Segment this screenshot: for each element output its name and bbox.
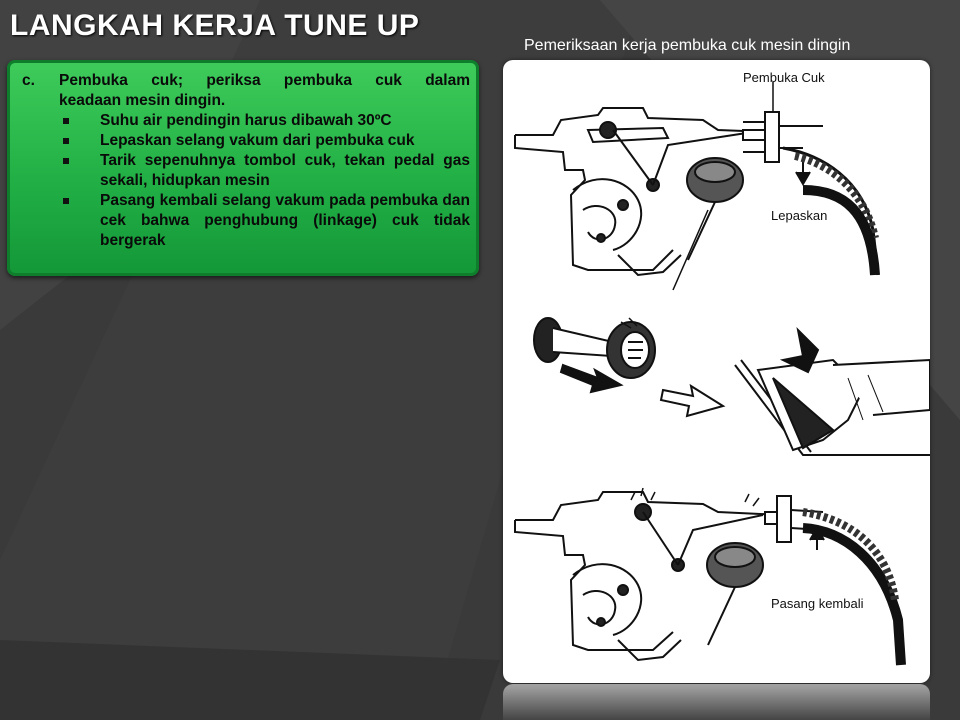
item-letter: c. — [22, 72, 35, 89]
item-line-1: Pembuka cuk; periksa pembuka cuk dalam — [59, 72, 470, 89]
label-pembuka-cuk: Pembuka Cuk — [743, 70, 825, 85]
label-lepaskan: Lepaskan — [771, 208, 828, 223]
choke-diagram-panel — [503, 60, 930, 683]
bullet-square-icon — [59, 111, 100, 131]
choke-knob-pedal-illustration — [534, 318, 930, 455]
image-caption: Pemeriksaan kerja pembuka cuk mesin dingin — [524, 37, 851, 54]
item-line-2: keadaan mesin dingin. — [59, 92, 226, 109]
carburetor-bottom-illustration — [515, 488, 901, 665]
bullet-text: Tarik sepenuhnya tombol cuk, tekan pedal gas sekali, hidupkan mesin — [100, 152, 470, 189]
carburetor-top-illustration — [515, 82, 878, 290]
image-panel-reflection — [503, 684, 930, 720]
bullet-item — [59, 111, 470, 131]
label-pasang-kembali: Pasang kembali — [771, 596, 864, 611]
instruction-box — [7, 60, 479, 276]
bullet-item — [59, 131, 470, 151]
instruction-item — [22, 71, 470, 251]
bullet-text: Suhu air pendingin harus dibawah 30ºC — [100, 112, 392, 129]
bullet-list — [59, 111, 470, 251]
bullet-item — [59, 151, 470, 191]
bullet-item — [59, 191, 470, 251]
bullet-square-icon — [59, 191, 100, 251]
bullet-text: Pasang kembali selang vakum pada pembuka dan cek bahwa penghubung (linkage) cuk tidak bergerak — [100, 192, 470, 249]
bullet-text: Lepaskan selang vakum dari pembuka cuk — [100, 132, 415, 149]
bullet-square-icon — [59, 131, 100, 151]
slide-title: LANGKAH KERJA TUNE UP — [10, 9, 420, 42]
choke-diagram — [503, 60, 930, 683]
instruction-text — [22, 71, 470, 251]
bullet-square-icon — [59, 151, 100, 191]
item-body — [59, 71, 470, 251]
